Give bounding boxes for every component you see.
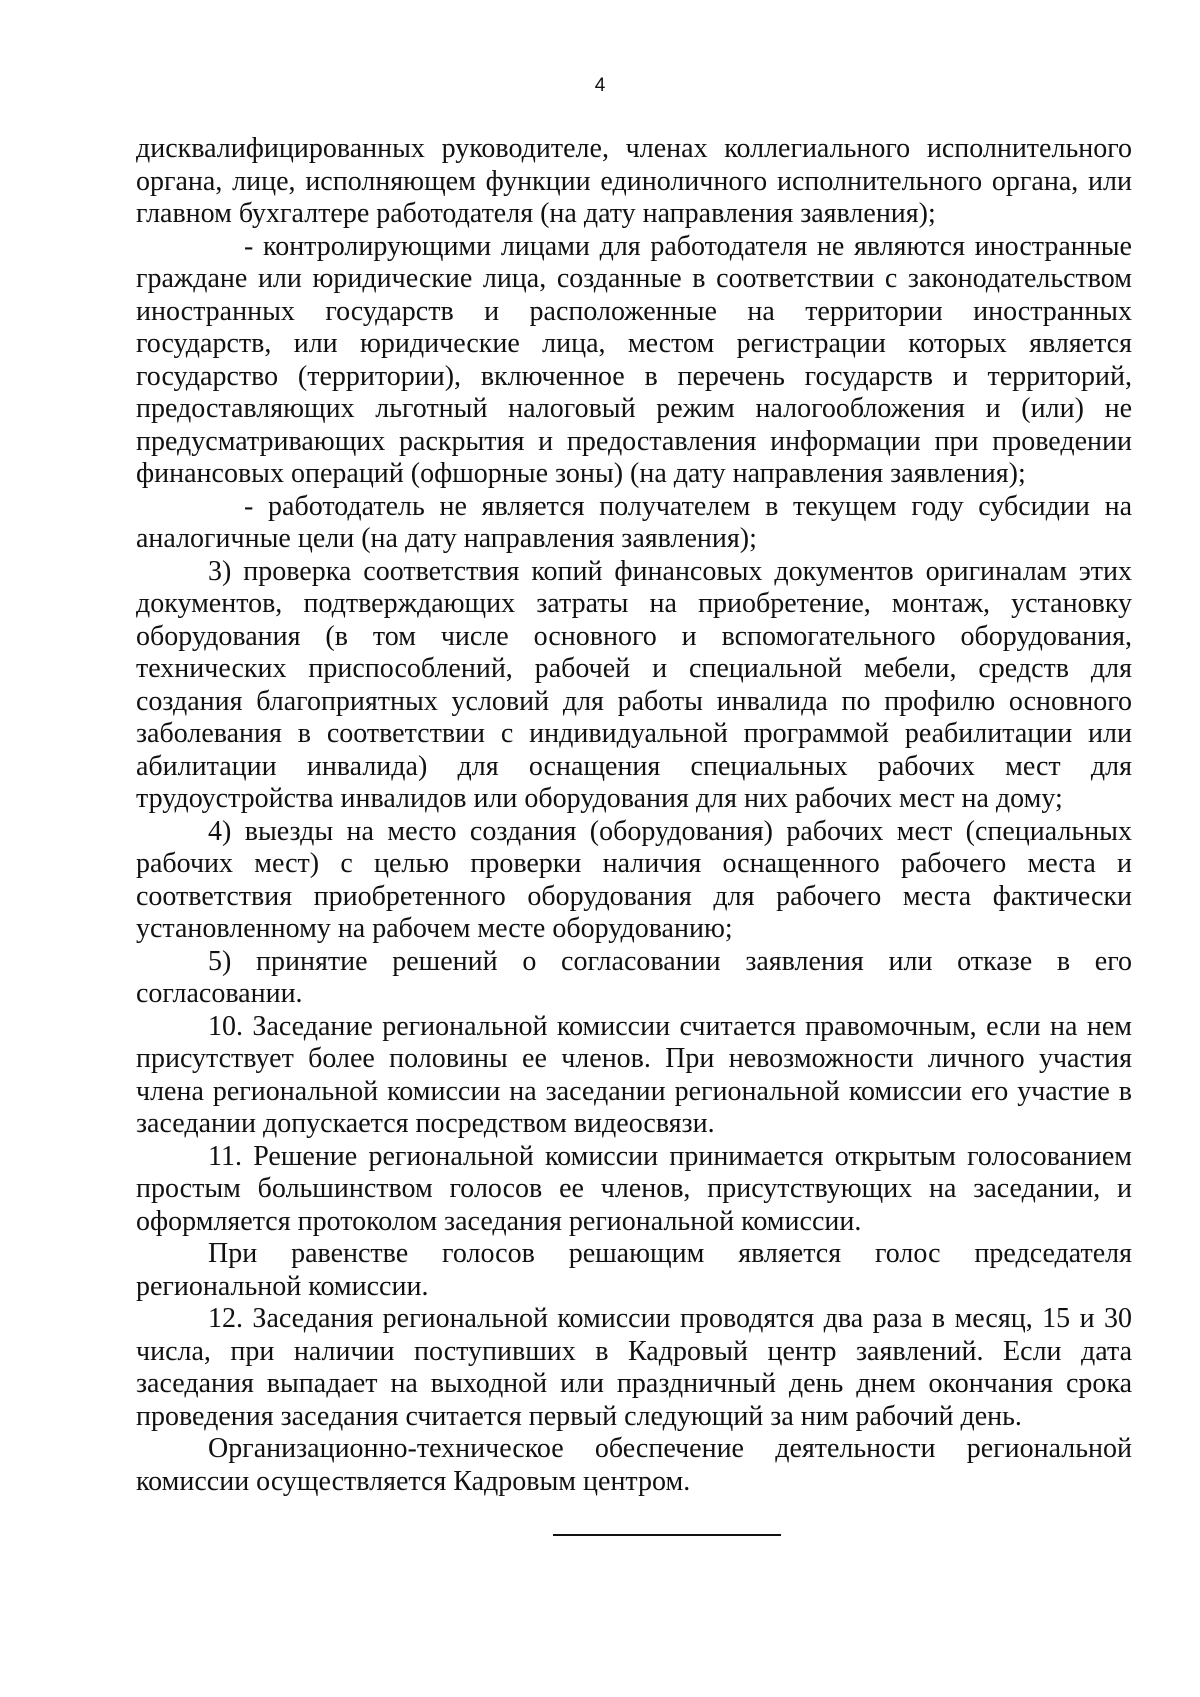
- paragraph-controlling-persons: - контролирующими лицами для работодателя не являются иностранные граждане или юридические лица, созданные в соответствии с законодательством иностранных государств и расположенные на территории иностранных государств, или юридические лица, местом регистрации которых является государство (территории), включенное в перечень государств и территорий, предоставляющих льготный налоговый режим налогообложения и (или) не предусматривающих раскрытия и предоставления информации при проведении финансовых операций (офшорные зоны) (на дату направления заявления);: [136, 230, 1132, 489]
- paragraph-item-5: 5) принятие решений о согласовании заявления или отказе в его согласовании.: [136, 945, 1132, 1009]
- paragraph-tie-vote: При равенстве голосов решающим является голос председателя региональной комиссии.: [136, 1238, 1132, 1302]
- paragraph-not-subsidy-recipient: - работодатель не является получателем в текущем году субсидии на аналогичные цели (на дату направления заявления);: [136, 490, 1132, 554]
- paragraph-clause-12: 12. Заседания региональной комиссии проводятся два раза в месяц, 15 и 30 числа, при наличии поступивших в Кадровый центр заявлений. Если дата заседания выпадает на выходной или праздничный день днем окончания срока проведения заседания считается первый следующий за ним рабочий день.: [136, 1303, 1132, 1432]
- page-number: 4: [594, 75, 606, 96]
- end-of-document-rule: [553, 1534, 781, 1536]
- paragraph-organizational-support: Организационно-техническое обеспечение деятельности региональной комиссии осуществляется Кадровым центром.: [136, 1433, 1132, 1497]
- paragraph-item-3: 3) проверка соответствия копий финансовых документов оригиналам этих документов, подтверждающих затраты на приобретение, монтаж, установку оборудования (в том числе основного и вспомогательного оборудования, технических приспособлений, рабочей и специальной мебели, средств для создания благоприятных условий для работы инвалида по профилю основного заболевания в соответствии с индивидуальной программой реабилитации или абилитации инвалида) для оснащения специальных рабочих мест для трудоустройства инвалидов или оборудования для них рабочих мест на дому;: [136, 555, 1132, 814]
- paragraph-continuation: дисквалифицированных руководителе, членах коллегиального исполнительного органа, лице, исполняющем функции единоличного исполнительного органа, или главном бухгалтере работодателя (на дату направления заявления);: [136, 133, 1132, 229]
- paragraph-clause-11: 11. Решение региональной комиссии принимается открытым голосованием простым большинством голосов ее членов, присутствующих на заседании, и оформляется протоколом заседания региональной комиссии.: [136, 1140, 1132, 1237]
- paragraph-item-4: 4) выезды на место создания (оборудования) рабочих мест (специальных рабочих мест) с целью проверки наличия оснащенного рабочего места и соответствия приобретенного оборудования для рабочего места фактически установленному на рабочем месте оборудованию;: [136, 815, 1132, 944]
- paragraph-clause-10: 10. Заседание региональной комиссии считается правомочным, если на нем присутствует более половины ее членов. При невозможности личного участия члена региональной комиссии на заседании региональной комиссии его участие в заседании допускается посредством видеосвязи.: [136, 1010, 1132, 1139]
- document-body: [136, 133, 1132, 1498]
